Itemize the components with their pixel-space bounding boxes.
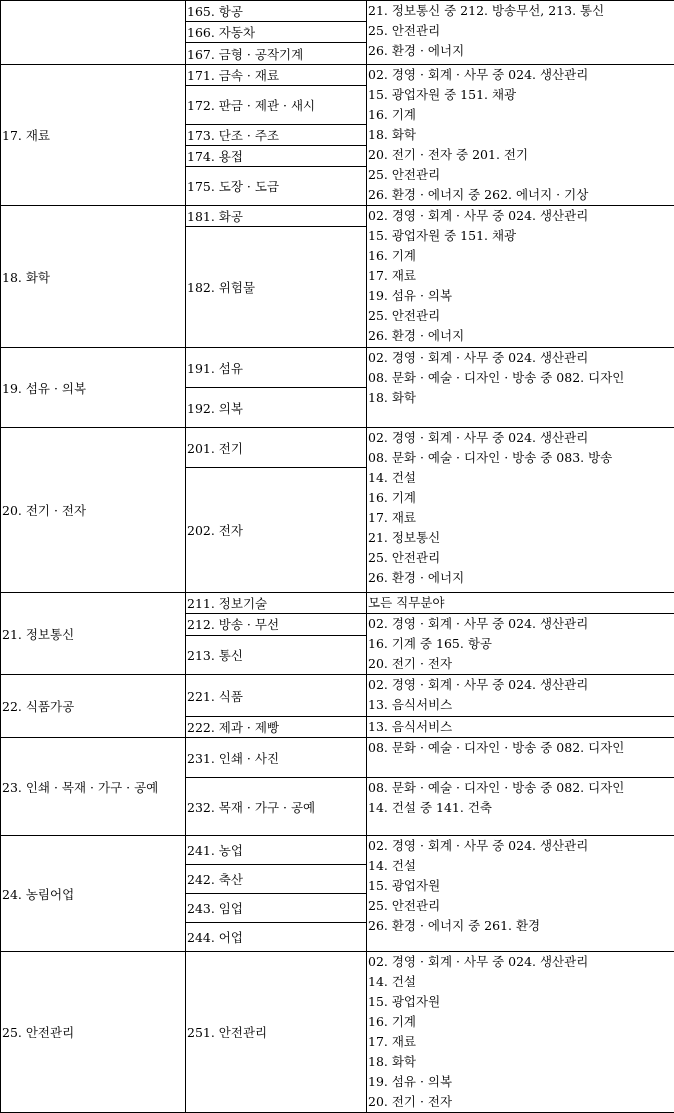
subcategory-cell: 166. 자동차 bbox=[186, 22, 367, 43]
related-fields-cell bbox=[367, 738, 674, 778]
related-field-item: 17. 재료 bbox=[368, 1032, 673, 1052]
related-fields-cell bbox=[367, 836, 674, 952]
related-field-item: 20. 전기 · 전자 중 201. 전기 bbox=[368, 145, 673, 165]
table-row bbox=[1, 952, 674, 1113]
related-field-item: 19. 섬유 · 의복 bbox=[368, 1072, 673, 1092]
related-field-item: 16. 기계 bbox=[368, 488, 673, 508]
related-field-item: 26. 환경 · 에너지 중 261. 환경 bbox=[368, 916, 673, 936]
subcategory-cell: 244. 어업 bbox=[186, 923, 367, 952]
table-row bbox=[1, 65, 674, 86]
subcategory-cell: 231. 인쇄 · 사진 bbox=[186, 738, 367, 778]
subcategory-cell: 174. 용접 bbox=[186, 146, 367, 167]
related-fields-cell bbox=[367, 593, 674, 614]
category-cell: 20. 전기 · 전자 bbox=[1, 428, 186, 593]
related-field-item: 02. 경영 · 회계 · 사무 중 024. 생산관리 bbox=[368, 65, 673, 85]
related-field-item: 18. 화학 bbox=[368, 1052, 673, 1072]
related-field-item: 02. 경영 · 회계 · 사무 중 024. 생산관리 bbox=[368, 348, 673, 368]
subcategory-cell: 201. 전기 bbox=[186, 428, 367, 468]
related-fields-cell bbox=[367, 614, 674, 675]
related-fields-cell bbox=[367, 65, 674, 206]
subcategory-cell: 221. 식품 bbox=[186, 675, 367, 717]
related-field-item: 08. 문화 · 예술 · 디자인 · 방송 중 082. 디자인 bbox=[368, 368, 673, 388]
related-field-item: 15. 광업자원 중 151. 채광 bbox=[368, 226, 673, 246]
related-field-item: 16. 기계 bbox=[368, 1012, 673, 1032]
subcategory-cell: 175. 도장 · 도금 bbox=[186, 167, 367, 206]
related-fields-cell bbox=[367, 717, 674, 738]
related-fields-cell bbox=[367, 778, 674, 836]
table-row bbox=[1, 738, 674, 778]
subcategory-cell: 181. 화공 bbox=[186, 206, 367, 227]
category-cell: 19. 섬유 · 의복 bbox=[1, 348, 186, 428]
related-field-item: 14. 건설 bbox=[368, 856, 673, 876]
related-field-item: 21. 정보통신 bbox=[368, 528, 673, 548]
related-field-item: 25. 안전관리 bbox=[368, 896, 673, 916]
related-field-item: 26. 환경 · 에너지 bbox=[368, 326, 673, 346]
related-field-item: 17. 재료 bbox=[368, 266, 673, 286]
category-cell: 24. 농림어업 bbox=[1, 836, 186, 952]
related-field-item: 02. 경영 · 회계 · 사무 중 024. 생산관리 bbox=[368, 836, 673, 856]
subcategory-cell: 191. 섬유 bbox=[186, 348, 367, 388]
related-field-item: 25. 안전관리 bbox=[368, 306, 673, 326]
related-field-item: 08. 문화 · 예술 · 디자인 · 방송 중 083. 방송 bbox=[368, 448, 673, 468]
related-fields-cell bbox=[367, 206, 674, 348]
related-field-item: 26. 환경 · 에너지 bbox=[368, 568, 673, 588]
subcategory-cell: 165. 항공 bbox=[186, 1, 367, 22]
related-field-item: 25. 안전관리 bbox=[368, 165, 673, 185]
subcategory-cell: 242. 축산 bbox=[186, 865, 367, 894]
subcategory-cell: 241. 농업 bbox=[186, 836, 367, 865]
related-fields-cell bbox=[367, 428, 674, 593]
subcategory-cell: 251. 안전관리 bbox=[186, 952, 367, 1113]
related-field-item: 15. 광업자원 bbox=[368, 876, 673, 896]
related-field-item: 모든 직무분야 bbox=[368, 593, 673, 613]
related-fields-cell bbox=[367, 952, 674, 1113]
table-row bbox=[1, 593, 674, 614]
related-field-item: 14. 건설 bbox=[368, 972, 673, 992]
related-field-item: 14. 건설 중 141. 건축 bbox=[368, 798, 673, 818]
related-fields-cell bbox=[367, 675, 674, 717]
table-row bbox=[1, 428, 674, 468]
related-field-item: 14. 건설 bbox=[368, 468, 673, 488]
related-field-item: 18. 화학 bbox=[368, 125, 673, 145]
subcategory-cell: 222. 제과 · 제빵 bbox=[186, 717, 367, 738]
related-field-item: 17. 재료 bbox=[368, 508, 673, 528]
related-field-item: 19. 섬유 · 의복 bbox=[368, 286, 673, 306]
related-fields-cell bbox=[367, 1, 674, 65]
subcategory-cell: 213. 통신 bbox=[186, 635, 367, 674]
related-field-item: 16. 기계 중 165. 항공 bbox=[368, 634, 673, 654]
related-field-item: 25. 안전관리 bbox=[368, 21, 673, 41]
subcategory-cell: 173. 단조 · 주조 bbox=[186, 124, 367, 145]
subcategory-cell: 171. 금속 · 재료 bbox=[186, 65, 367, 86]
related-field-item: 15. 광업자원 bbox=[368, 992, 673, 1012]
related-field-item: 16. 기계 bbox=[368, 105, 673, 125]
related-field-item: 02. 경영 · 회계 · 사무 중 024. 생산관리 bbox=[368, 675, 673, 695]
category-cell: 23. 인쇄 · 목재 · 가구 · 공예 bbox=[1, 738, 186, 836]
category-cell: 17. 재료 bbox=[1, 65, 186, 206]
related-field-item: 21. 정보통신 중 212. 방송무선, 213. 통신 bbox=[368, 1, 673, 21]
related-field-item: 13. 음식서비스 bbox=[368, 695, 673, 715]
related-field-item: 18. 화학 bbox=[368, 388, 673, 408]
subcategory-cell: 192. 의복 bbox=[186, 388, 367, 428]
related-field-item: 02. 경영 · 회계 · 사무 중 024. 생산관리 bbox=[368, 206, 673, 226]
category-cell: 25. 안전관리 bbox=[1, 952, 186, 1113]
subcategory-cell: 167. 금형 · 공작기계 bbox=[186, 43, 367, 65]
table-row bbox=[1, 348, 674, 388]
related-field-item: 25. 안전관리 bbox=[368, 548, 673, 568]
category-cell: 18. 화학 bbox=[1, 206, 186, 348]
related-field-item: 16. 기계 bbox=[368, 246, 673, 266]
category-cell: 21. 정보통신 bbox=[1, 593, 186, 675]
subcategory-cell: 182. 위험물 bbox=[186, 227, 367, 348]
related-field-item: 02. 경영 · 회계 · 사무 중 024. 생산관리 bbox=[368, 952, 673, 972]
table-row bbox=[1, 836, 674, 865]
related-field-item: 08. 문화 · 예술 · 디자인 · 방송 중 082. 디자인 bbox=[368, 778, 673, 798]
related-field-item: 15. 광업자원 중 151. 채광 bbox=[368, 85, 673, 105]
subcategory-cell: 232. 목재 · 가구 · 공예 bbox=[186, 778, 367, 836]
related-field-item: 26. 환경 · 에너지 bbox=[368, 41, 673, 61]
related-field-item: 02. 경영 · 회계 · 사무 중 024. 생산관리 bbox=[368, 428, 673, 448]
related-field-item: 20. 전기 · 전자 bbox=[368, 654, 673, 674]
category-cell: 22. 식품가공 bbox=[1, 675, 186, 738]
related-field-item: 13. 음식서비스 bbox=[368, 717, 673, 737]
table-row bbox=[1, 206, 674, 227]
category-cell bbox=[1, 1, 186, 65]
subcategory-cell: 211. 정보기술 bbox=[186, 593, 367, 614]
subcategory-cell: 202. 전자 bbox=[186, 468, 367, 593]
subcategory-cell: 212. 방송 · 무선 bbox=[186, 614, 367, 636]
table-row bbox=[1, 1, 674, 22]
related-field-item: 08. 문화 · 예술 · 디자인 · 방송 중 082. 디자인 bbox=[368, 738, 673, 758]
related-field-item: 20. 전기 · 전자 bbox=[368, 1092, 673, 1112]
related-field-item: 02. 경영 · 회계 · 사무 중 024. 생산관리 bbox=[368, 614, 673, 634]
related-field-item: 26. 환경 · 에너지 중 262. 에너지 · 기상 bbox=[368, 185, 673, 205]
subcategory-cell: 172. 판금 · 제관 · 새시 bbox=[186, 86, 367, 125]
subcategory-cell: 243. 임업 bbox=[186, 894, 367, 923]
related-fields-cell bbox=[367, 348, 674, 428]
table-row bbox=[1, 675, 674, 717]
